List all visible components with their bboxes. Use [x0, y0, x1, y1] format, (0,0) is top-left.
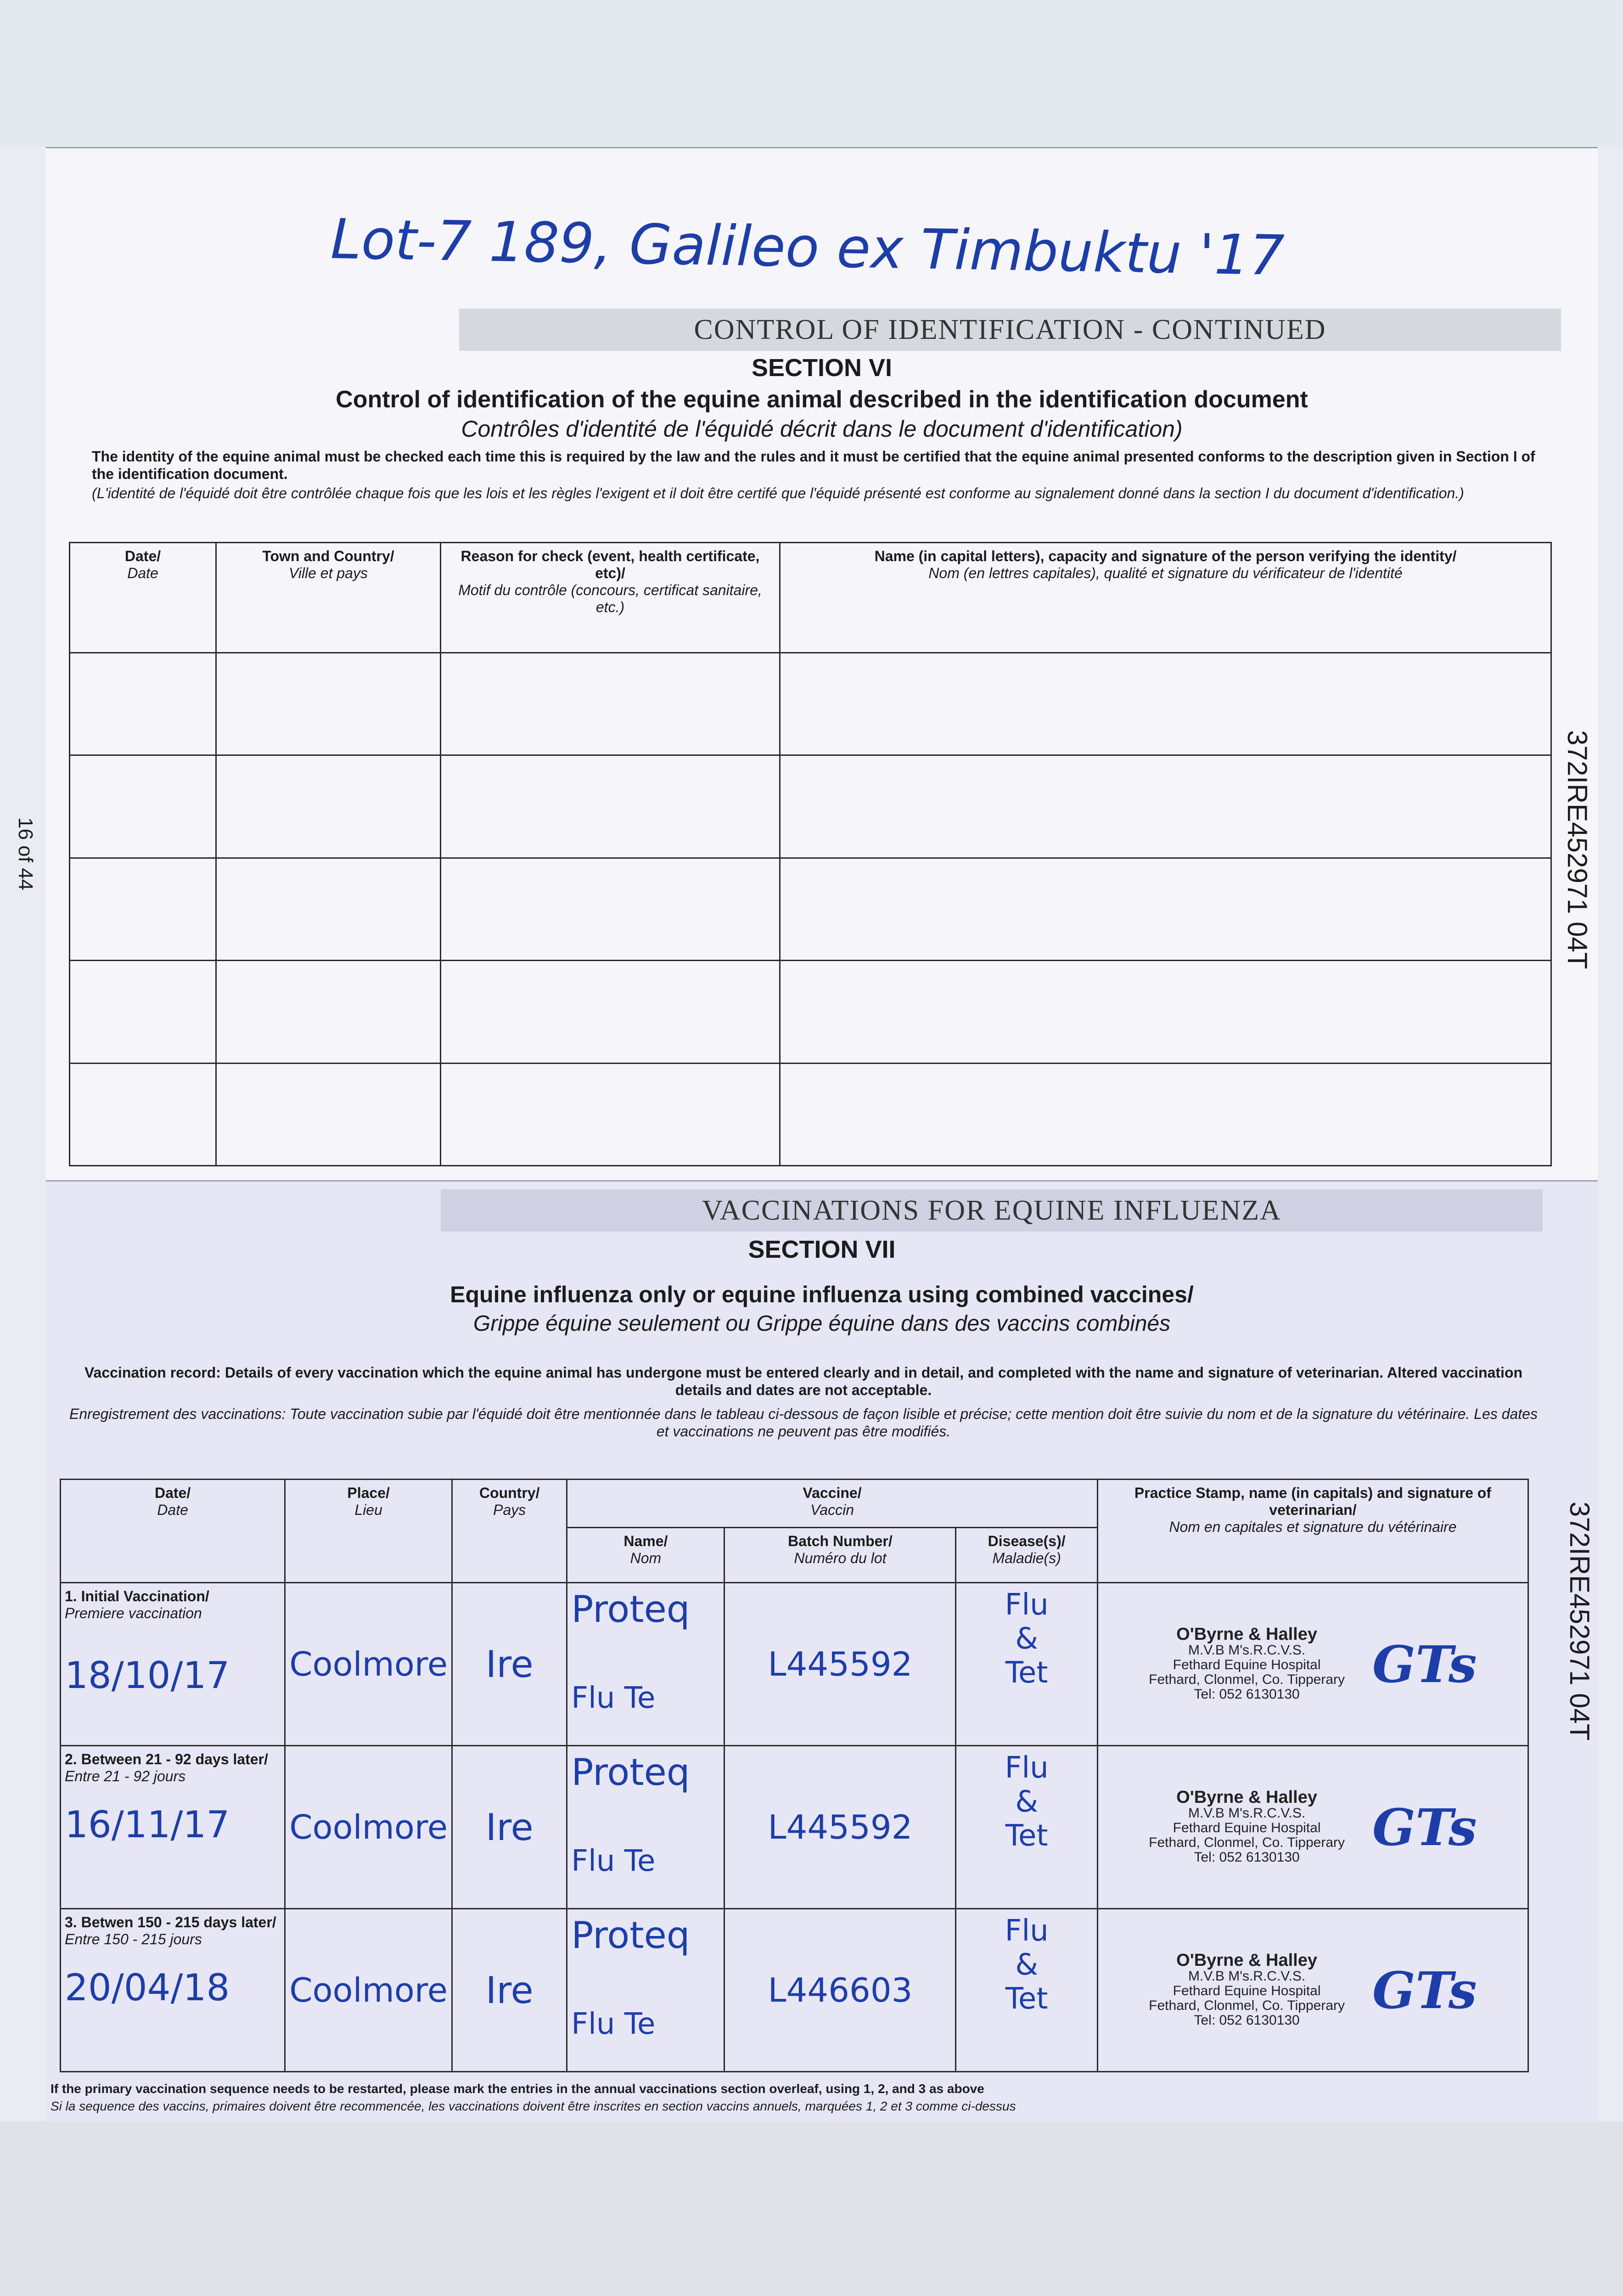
section-vii-label: SECTION VII — [748, 1236, 896, 1263]
vaccination-place: Coolmore — [289, 1971, 448, 2009]
col-verifier: Name (in capital letters), capacity and signature of the person verifying the identity/ Nom (en lettres capitales), qualité et signature du vérificateur de l'identité — [780, 543, 1551, 653]
practice-stamp: O'Byrne & Halley M.V.B M's.R.C.V.S. Fethard Equine Hospital Fethard, Clonmel, Co. Tipperary Tel: 052 6130130 — [1149, 1950, 1345, 2028]
veterinarian-signature: GTs — [1372, 1634, 1477, 1694]
vaccination-date: 20/04/18 — [65, 1966, 230, 2009]
col-place: Place/ Lieu — [285, 1480, 452, 1583]
section-vi-label: SECTION VI — [751, 354, 893, 382]
vaccine-name: Proteq — [571, 1588, 690, 1631]
vaccine-name-line2: Flu Te — [571, 1681, 656, 1715]
disease-line1: Flu — [1005, 1914, 1049, 1948]
row-label-cell — [61, 1909, 285, 2072]
col-diseases: Disease(s)/ Maladie(s) — [956, 1528, 1097, 1583]
vaccination-row-1 — [61, 1583, 1528, 1746]
vaccine-name-line2: Flu Te — [571, 1844, 656, 1878]
banner-vaccinations: VACCINATIONS FOR EQUINE INFLUENZA — [441, 1189, 1543, 1232]
col-batch-number: Batch Number/ Numéro du lot — [724, 1528, 956, 1583]
col-reason: Reason for check (event, health certificate, etc)/ Motif du contrôle (concours, certificat sanitaire, etc.) — [441, 543, 780, 653]
batch-number: L446603 — [768, 1971, 913, 2009]
col-date: Date/ Date — [70, 543, 216, 653]
vaccination-place: Coolmore — [289, 1808, 448, 1846]
vaccination-date: 18/10/17 — [65, 1654, 230, 1697]
section-vi-note-fr: (L'identité de l'équidé doit être contrôlée chaque fois que les lois et les règles l'exigent et il doit être certifé que l'équidé présenté est conforme au signalement donné dans la section I du document d'identification.) — [92, 485, 1464, 501]
veterinarian-signature: GTs — [1372, 1960, 1477, 2020]
vaccination-record-en: Vaccination record: Details of every vaccination which the equine animal has undergone must be entered clearly and in detail, and completed with the name and signature of veterinarian. Altered vaccination details and dates are not acceptable. — [84, 1364, 1523, 1398]
footer-note-fr: Si la sequence des vaccins, primaires doivent être recommencée, les vaccinations doivent être inscrites en section vaccins annuels, marquées 1, 2 et 3 comme ci-dessus — [51, 2099, 1016, 2113]
scan-background-bottom — [0, 2122, 1623, 2296]
identity-check-table — [69, 542, 1552, 1166]
batch-number: L445592 — [768, 1808, 913, 1846]
page-top-edge — [46, 147, 1598, 148]
section-vi-note-en: The identity of the equine animal must be checked each time this is required by the law and the rules and it must be certified that the equine animal presented conforms to the description given in Section I of the identification document. — [92, 448, 1535, 482]
footer-note-en: If the primary vaccination sequence needs to be restarted, please mark the entries in the annual vaccinations section overleaf, using 1, 2, and 3 as above — [51, 2082, 984, 2096]
batch-number: L445592 — [768, 1645, 913, 1683]
col-vaccine-name: Name/ Nom — [567, 1528, 724, 1583]
col-town-country: Town and Country/ Ville et pays — [216, 543, 441, 653]
vaccination-country: Ire — [485, 1806, 534, 1849]
table-row — [70, 755, 1551, 858]
row-label: 2. Between 21 - 92 days later/ — [65, 1751, 268, 1767]
vaccine-name: Proteq — [571, 1914, 690, 1957]
vaccination-country: Ire — [485, 1643, 534, 1686]
passport-id-lower: 372IRE452971 04T — [1564, 1502, 1595, 1741]
fold-line — [46, 1180, 1598, 1182]
table-row — [70, 858, 1551, 960]
vaccination-place: Coolmore — [289, 1645, 448, 1683]
row-label: 3. Betwen 150 - 215 days later/ — [65, 1914, 276, 1930]
table-row — [70, 653, 1551, 755]
row-label: 1. Initial Vaccination/ — [65, 1588, 209, 1604]
col-date: Date/ Date — [61, 1480, 285, 1583]
col-practice-stamp: Practice Stamp, name (in capitals) and signature of veterinarian/ Nom en capitales et signature du vétérinaire — [1097, 1480, 1528, 1583]
practice-stamp: O'Byrne & Halley M.V.B M's.R.C.V.S. Fethard Equine Hospital Fethard, Clonmel, Co. Tipperary Tel: 052 6130130 — [1149, 1624, 1345, 1702]
disease-line3: Tet — [1005, 1656, 1048, 1690]
section-vi-heading-fr: Contrôles d'identité de l'équidé décrit dans le document d'identification) — [461, 416, 1183, 442]
vaccination-date: 16/11/17 — [65, 1803, 230, 1846]
handwritten-lot-note: Lot-7 189, Galileo ex Timbuktu '17 — [330, 207, 1285, 288]
vaccine-name: Proteq — [571, 1751, 690, 1794]
scan-background-top — [0, 0, 1623, 147]
disease-line2: & — [1015, 1785, 1039, 1819]
vaccination-row-2 — [61, 1746, 1528, 1909]
vaccination-row-3 — [61, 1909, 1528, 2072]
disease-line2: & — [1015, 1948, 1039, 1982]
col-vaccine: Vaccine/ Vaccin — [567, 1480, 1098, 1528]
row-label-cell — [61, 1746, 285, 1909]
vaccine-name-line2: Flu Te — [571, 2007, 656, 2041]
row-label-fr: Entre 21 - 92 jours — [65, 1768, 186, 1784]
section-vii-heading-en: Equine influenza only or equine influenza using combined vaccines/ — [450, 1282, 1194, 1307]
col-country: Country/ Pays — [452, 1480, 567, 1583]
disease-line3: Tet — [1005, 1982, 1048, 2016]
banner-control-identification: CONTROL OF IDENTIFICATION - CONTINUED — [459, 309, 1561, 351]
vaccination-table — [60, 1479, 1529, 2072]
vaccination-country: Ire — [485, 1969, 534, 2012]
disease-line1: Flu — [1005, 1588, 1049, 1622]
veterinarian-signature: GTs — [1372, 1797, 1477, 1857]
disease-line2: & — [1015, 1622, 1039, 1656]
passport-id-upper: 372IRE452971 04T — [1562, 730, 1593, 969]
row-label-fr: Entre 150 - 215 jours — [65, 1931, 202, 1947]
vaccination-record-fr: Enregistrement des vaccinations: Toute vaccination subie par l'équidé doit être mentionnée dans le tableau ci-dessous de façon lisible et précise; cette mention doit être suivie du nom et de la signature du vétérinaire. Les dates et vaccinations ne peuvent pas être modifiés. — [69, 1406, 1538, 1440]
disease-line1: Flu — [1005, 1751, 1049, 1785]
practice-stamp: O'Byrne & Halley M.V.B M's.R.C.V.S. Fethard Equine Hospital Fethard, Clonmel, Co. Tipperary Tel: 052 6130130 — [1149, 1787, 1345, 1865]
disease-line3: Tet — [1005, 1819, 1048, 1853]
table-row — [70, 961, 1551, 1063]
page-number: 16 of 44 — [14, 817, 37, 891]
row-label-cell — [61, 1583, 285, 1746]
table-row — [70, 1063, 1551, 1165]
row-label-fr: Premiere vaccination — [65, 1605, 202, 1621]
section-vi-heading-en: Control of identification of the equine animal described in the identification document — [336, 386, 1308, 413]
section-vii-heading-fr: Grippe équine seulement ou Grippe équine dans des vaccins combinés — [473, 1311, 1171, 1336]
